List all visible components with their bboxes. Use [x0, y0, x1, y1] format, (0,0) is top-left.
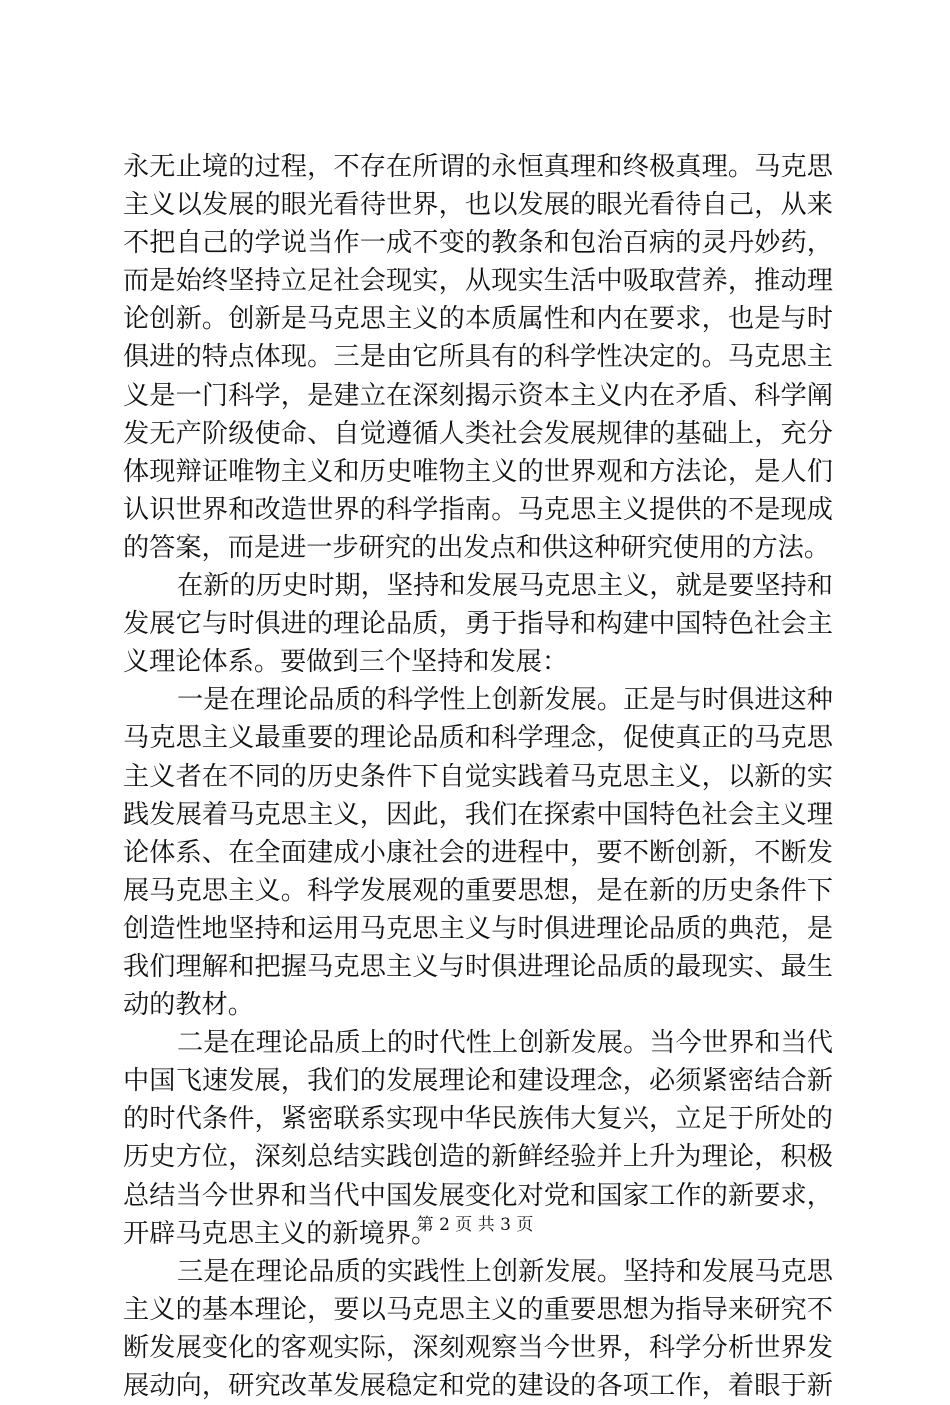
text-line: 总结当今世界和当代中国发展变化对党和国家工作的新要求， — [123, 1180, 833, 1211]
text-line: 认识世界和改造世界的科学指南。马克思主义提供的不是现成 — [123, 494, 833, 525]
text-line: 的答案，而是进一步研究的出发点和供这种研究使用的方法。 — [123, 532, 831, 563]
text-line: 在新的历史时期，坚持和发展马克思主义，就是要坚持和 — [177, 571, 833, 602]
text-line: 历史方位，深刻总结实践创造的新鲜经验并上升为理论，积极 — [123, 1142, 833, 1173]
text-line: 中国飞速发展，我们的发展理论和建设理念，必须紧密结合新 — [123, 1066, 833, 1097]
text-line: 的时代条件，紧密联系实现中华民族伟大复兴，立足于所处的 — [123, 1104, 833, 1135]
text-line: 主义者在不同的历史条件下自觉实践着马克思主义，以新的实 — [123, 761, 833, 792]
text-line: 发展它与时俱进的理论品质，勇于指导和构建中国特色社会主 — [123, 609, 833, 640]
text-line: 义是一门科学，是建立在深刻揭示资本主义内在矛盾、科学阐 — [123, 380, 833, 411]
text-line: 马克思主义最重要的理论品质和科学理念，促使真正的马克思 — [123, 723, 833, 754]
text-line: 断发展变化的客观实际，深刻观察当今世界，科学分析世界发 — [123, 1332, 833, 1363]
text-line: 主义以发展的眼光看待世界，也以发展的眼光看待自己，从来 — [123, 190, 833, 221]
text-line: 展马克思主义。科学发展观的重要思想，是在新的历史条件下 — [123, 875, 833, 906]
text-line: 不把自己的学说当作一成不变的教条和包治百病的灵丹妙药， — [123, 228, 833, 259]
text-line: 创造性地坚持和运用马克思主义与时俱进理论品质的典范，是 — [123, 913, 833, 944]
text-line: 体现辩证唯物主义和历史唯物主义的世界观和方法论，是人们 — [123, 456, 833, 487]
text-line: 动的教材。 — [123, 990, 254, 1021]
text-line: 我们理解和把握马克思主义与时俱进理论品质的最现实、最生 — [123, 951, 833, 982]
text-line: 三是在理论品质的实践性上创新发展。坚持和发展马克思 — [177, 1256, 833, 1287]
text-line: 一是在理论品质的科学性上创新发展。正是与时俱进这种 — [177, 685, 833, 716]
text-line: 二是在理论品质上的时代性上创新发展。当今世界和当代 — [177, 1028, 833, 1059]
text-line: 发无产阶级使命、自觉遵循人类社会发展规律的基础上，充分 — [123, 418, 833, 449]
text-line: 展动向，研究改革发展稳定和党的建设的各项工作，着眼于新 — [123, 1371, 833, 1401]
text-line: 义理论体系。要做到三个坚持和发展： — [123, 647, 569, 678]
text-line: 论创新。创新是马克思主义的本质属性和内在要求，也是与时 — [123, 304, 833, 335]
text-line: 论体系、在全面建成小康社会的进程中，要不断创新，不断发 — [123, 837, 833, 868]
text-line: 永无止境的过程，不存在所谓的永恒真理和终极真理。马克思 — [123, 152, 833, 182]
text-line: 主义的基本理论，要以马克思主义的重要思想为指导来研究不 — [123, 1294, 833, 1325]
text-line: 开辟马克思主义的新境界。 — [123, 1218, 438, 1249]
text-line: 践发展着马克思主义，因此，我们在探索中国特色社会主义理 — [123, 799, 833, 830]
page-footer: 第 2 页 共 3 页 — [416, 1215, 534, 1235]
text-line: 而是始终坚持立足社会现实，从现实生活中吸取营养，推动理 — [123, 266, 833, 297]
text-line: 俱进的特点体现。三是由它所具有的科学性决定的。马克思主 — [123, 342, 833, 373]
